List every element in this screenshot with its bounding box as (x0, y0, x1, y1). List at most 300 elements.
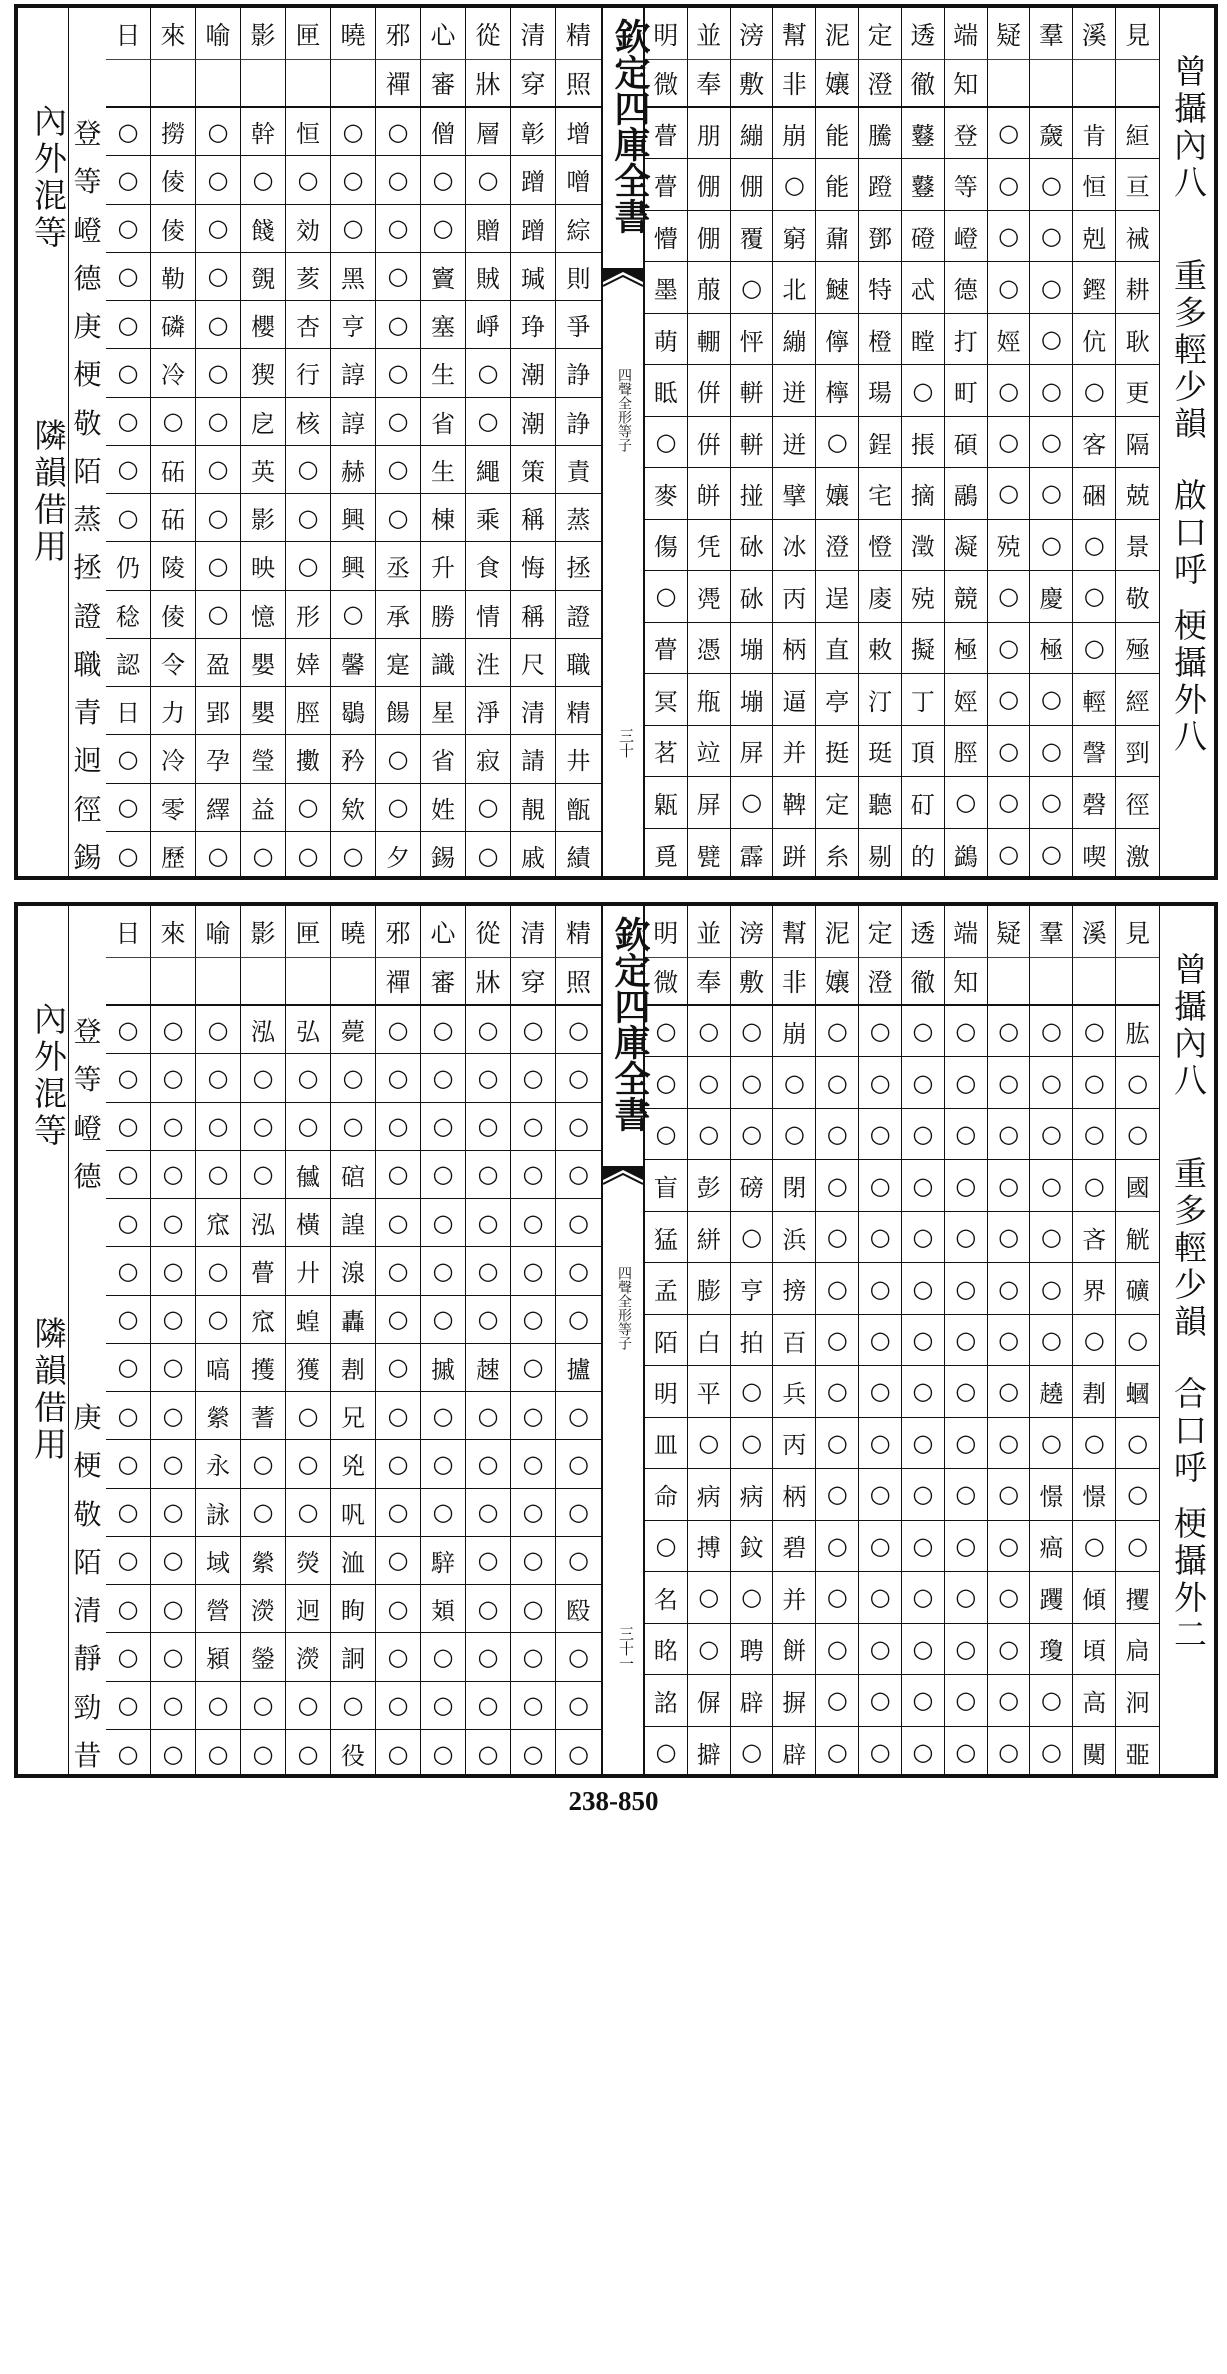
initial-subheader (151, 60, 196, 108)
table-cell: 綜 (556, 205, 601, 253)
table-cell: ○ (731, 1057, 774, 1108)
table-cell: 矴 (902, 777, 945, 828)
table-cell: 濙 (286, 1633, 331, 1681)
table-cell: 極 (1030, 623, 1073, 674)
table-cell: ○ (773, 159, 816, 210)
table-cell: ○ (421, 1054, 466, 1102)
table-cell: 傾 (1073, 1572, 1116, 1623)
table-cell: 殹 (556, 1585, 601, 1633)
table-cell: 生 (421, 349, 466, 397)
table-cell: 鋥 (859, 417, 902, 468)
left-table (106, 906, 601, 1778)
initial-header: 泥 (816, 906, 859, 958)
side-rime-cell: 梗 (73, 1449, 102, 1483)
initial-header: 日 (106, 906, 151, 958)
table-cell: ○ (106, 1633, 151, 1681)
initial-header: 曉 (331, 8, 376, 60)
table-cell: 餞 (241, 205, 286, 253)
table-cell: 弘 (286, 1006, 331, 1054)
table-cell: 清 (511, 687, 556, 735)
table-cell: 幹 (241, 108, 286, 156)
table-cell: ○ (773, 1057, 816, 1108)
table-cell: 省 (421, 398, 466, 446)
table-cell: ○ (988, 1160, 1031, 1211)
table-cell: ○ (988, 1624, 1031, 1675)
table-cell: ○ (106, 832, 151, 880)
initial-subheader: 奉 (688, 60, 731, 108)
table-cell: 皿 (645, 1418, 688, 1469)
initial-header: 透 (902, 8, 945, 60)
initial-header: 滂 (731, 906, 774, 958)
table-cell: 明 (645, 1366, 688, 1417)
table-cell: 檸 (816, 365, 859, 416)
table-cell: 敕 (859, 623, 902, 674)
table-cell: ○ (988, 468, 1031, 519)
table-cell: ○ (106, 1682, 151, 1730)
side-rime-cell: 靜 (73, 1642, 102, 1676)
table-cell: 扃 (1116, 1624, 1159, 1675)
table-cell: ○ (902, 1469, 945, 1520)
initial-header: 精 (556, 906, 601, 958)
table-cell: ○ (286, 446, 331, 494)
table-cell: ○ (1030, 1263, 1073, 1314)
table-cell: 眳 (645, 1624, 688, 1675)
table-cell: ○ (151, 1006, 196, 1054)
table-cell: 映 (241, 542, 286, 590)
side-rime-cell: 梗 (73, 358, 102, 392)
table-cell: 蹭 (511, 156, 556, 204)
table-cell: 兄 (331, 1392, 376, 1440)
table-cell: ○ (902, 1624, 945, 1675)
table-cell: ○ (286, 1440, 331, 1488)
side-rime-cell: 嶝 (73, 1111, 102, 1145)
initial-subheader: 澄 (859, 60, 902, 108)
table-cell: ○ (376, 1247, 421, 1295)
table-cell: ○ (816, 1469, 859, 1520)
spine-title: 欽定四庫全書 (609, 18, 651, 234)
table-cell: ○ (466, 1682, 511, 1730)
table-cell: 績 (566, 844, 591, 873)
table-cell: ○ (511, 1440, 556, 1488)
table-cell: 靚 (511, 784, 556, 832)
table-cell: 甑 (556, 784, 601, 832)
table-cell: 獲 (286, 1344, 331, 1392)
table-cell: ○ (376, 1151, 421, 1199)
table-cell: 矜 (331, 735, 376, 783)
table-cell: 并 (773, 726, 816, 777)
table-cell: 力 (151, 687, 196, 735)
table-cell: ○ (645, 571, 688, 622)
initial-header: 曉 (331, 906, 376, 958)
table-cell: 碧 (773, 1521, 816, 1572)
table-cell: 㦽 (286, 1151, 331, 1199)
table-cell: ○ (902, 1212, 945, 1263)
table-cell: ○ (1030, 520, 1073, 571)
table-cell: 孕 (196, 735, 241, 783)
left-note-3: 隣韻借用 (29, 1316, 68, 1464)
table-cell: 盈 (196, 639, 241, 687)
side-rime-cell (69, 1199, 106, 1247)
initial-header: 邪 (376, 906, 421, 958)
table-cell: 㕨 (331, 1489, 376, 1537)
table-cell: ○ (731, 1418, 774, 1469)
initial-header: 匣 (286, 8, 331, 60)
table-cell: ○ (466, 1199, 511, 1247)
table-cell: ○ (151, 1151, 196, 1199)
table-cell: ○ (106, 784, 151, 832)
table-cell: 崩 (773, 108, 816, 159)
table-cell: 茗 (645, 726, 688, 777)
table-cell: ○ (1030, 468, 1073, 519)
table-cell: 仍 (106, 542, 151, 590)
table-cell: 怦 (731, 314, 774, 365)
table-cell: 諍 (556, 349, 601, 397)
table-cell: ○ (945, 1160, 988, 1211)
table-cell: ○ (568, 1739, 589, 1768)
table-cell: 勒 (151, 253, 196, 301)
initial-header: 從 (466, 8, 511, 60)
table-cell: 猛 (645, 1212, 688, 1263)
table-cell: 餅 (773, 1624, 816, 1675)
right-note-2: 重多輕少韻 (1169, 258, 1208, 443)
initial-subheader: 牀 (466, 60, 511, 108)
table-cell: 潮 (511, 349, 556, 397)
table-cell: ○ (511, 1296, 556, 1344)
table-cell: 覆 (731, 211, 774, 262)
table-cell: ○ (421, 1247, 466, 1295)
table-cell: 國 (1116, 1160, 1159, 1211)
table-cell: ○ (376, 108, 421, 156)
initial-subheader (196, 958, 241, 1006)
table-cell: 省 (421, 735, 466, 783)
table-cell: ○ (1073, 1521, 1116, 1572)
table-cell: 掽 (731, 468, 774, 519)
table-cell: ○ (1073, 571, 1116, 622)
table-cell: 窊 (196, 1199, 241, 1247)
table-cell: ○ (151, 1633, 196, 1681)
table-cell: ○ (331, 591, 376, 639)
initial-subheader (196, 60, 241, 108)
table-cell: ○ (376, 1296, 421, 1344)
table-cell: ○ (988, 1521, 1031, 1572)
table-cell: ○ (421, 205, 466, 253)
table-cell: 柄 (773, 1469, 816, 1520)
table-cell: ○ (1116, 1521, 1159, 1572)
side-rime-cell: 陌 (73, 454, 102, 488)
table-cell: ○ (902, 1109, 945, 1160)
table-cell: 偋 (688, 1675, 731, 1726)
fishtail-mark-icon (603, 262, 643, 306)
table-cell: ○ (556, 1296, 601, 1344)
table-cell: 潮 (511, 398, 556, 446)
initial-subheader (241, 60, 286, 108)
table-cell: 嬰 (241, 687, 286, 735)
table-cell: ○ (945, 1057, 988, 1108)
table-cell: 蹭 (511, 205, 556, 253)
table-cell: 尺 (511, 639, 556, 687)
table-cell: 稔 (106, 591, 151, 639)
table-cell: 情 (466, 591, 511, 639)
table-cell: 戚 (511, 832, 556, 880)
table-cell: 層 (466, 108, 511, 156)
table-cell: ○ (466, 1585, 511, 1633)
initial-subheader: 照 (556, 958, 601, 1006)
table-cell: 兇 (331, 1440, 376, 1488)
table-cell: 熒 (286, 1537, 331, 1585)
right-note-4: 梗攝外八 (1169, 608, 1208, 756)
table-cell: 憑 (688, 623, 731, 674)
initial-subheader (1116, 60, 1159, 108)
table-cell: ○ (816, 1366, 859, 1417)
initial-header: 溪 (1073, 906, 1116, 958)
table-cell: ○ (988, 1057, 1031, 1108)
table-cell: 勝 (421, 591, 466, 639)
table-cell: 娙 (945, 674, 988, 725)
initial-subheader: 微 (645, 958, 688, 1006)
table-cell: ○ (816, 1624, 859, 1675)
table-cell: ○ (511, 1633, 556, 1681)
table-cell: 甈 (645, 777, 688, 828)
table-cell: ○ (466, 832, 511, 880)
table-cell: 興 (331, 494, 376, 542)
initial-header: 見 (1116, 906, 1159, 958)
table-cell: ○ (421, 1103, 466, 1151)
initial-header: 定 (859, 906, 902, 958)
side-rime-cell: 蒸 (73, 503, 102, 537)
table-cell: 爭 (556, 301, 601, 349)
initial-subheader (988, 60, 1031, 108)
table-cell: ○ (376, 1199, 421, 1247)
table-cell: ○ (945, 1315, 988, 1366)
side-rime-cell: 德 (73, 1159, 102, 1193)
table-cell: ○ (645, 1006, 688, 1057)
table-cell: 糸 (816, 829, 859, 880)
table-cell: 臦 (1125, 1740, 1150, 1769)
table-cell: ○ (196, 301, 241, 349)
table-cell: 歷 (151, 832, 196, 880)
table-cell: 界 (1073, 1263, 1116, 1314)
table-cell: 能 (816, 108, 859, 159)
page-number: 238-850 (568, 1786, 659, 1816)
table-cell: 萌 (645, 314, 688, 365)
table-cell: 諄 (331, 349, 376, 397)
table-cell: 觥 (1116, 1212, 1159, 1263)
initial-header: 喻 (196, 906, 241, 958)
table-cell: 諻 (331, 1199, 376, 1247)
table-cell: ○ (556, 1682, 601, 1730)
table-cell: 更 (1116, 365, 1159, 416)
table-cell: 剨 (331, 1344, 376, 1392)
table-cell: 平 (688, 1366, 731, 1417)
table-cell: 剔 (859, 829, 902, 880)
table-cell: 躩 (1030, 1572, 1073, 1623)
table-cell: 憬 (1073, 1469, 1116, 1520)
table-cell: ○ (1116, 1109, 1159, 1160)
initial-header: 精 (556, 8, 601, 60)
table-cell: ○ (466, 349, 511, 397)
table-cell: 耕 (1116, 262, 1159, 313)
table-cell: ○ (1030, 674, 1073, 725)
table-cell: ○ (106, 1537, 151, 1585)
table-cell: ○ (106, 1006, 151, 1054)
table-cell: ○ (902, 1263, 945, 1314)
table-cell: 域 (196, 1537, 241, 1585)
table-cell: ○ (421, 1489, 466, 1537)
table-cell: ○ (151, 1344, 196, 1392)
initial-subheader: 敷 (731, 60, 774, 108)
table-cell: ○ (945, 1006, 988, 1057)
initial-header: 心 (421, 8, 466, 60)
table-cell: ○ (106, 1054, 151, 1102)
table-cell: 增 (556, 108, 601, 156)
side-blank (69, 906, 106, 1006)
table-cell: ○ (466, 1054, 511, 1102)
table-cell: 瑊 (511, 253, 556, 301)
table-cell: 殑 (902, 571, 945, 622)
table-cell: 繩 (466, 446, 511, 494)
spine (601, 8, 651, 876)
table-cell: ○ (151, 1489, 196, 1537)
table-cell: ○ (945, 1469, 988, 1520)
table-cell: 生 (421, 446, 466, 494)
table-cell: ○ (556, 1440, 601, 1488)
table-cell: 騂 (421, 1537, 466, 1585)
table-cell: ○ (376, 1344, 421, 1392)
table-cell: 冷 (151, 735, 196, 783)
initial-header: 心 (421, 906, 466, 958)
table-cell: ○ (196, 446, 241, 494)
table-cell: 孃 (816, 468, 859, 519)
table-cell: 病 (731, 1469, 774, 1520)
table-cell: 經 (1116, 674, 1159, 725)
table-cell: 乘 (466, 494, 511, 542)
initial-subheader (106, 958, 151, 1006)
table-cell: 孟 (645, 1263, 688, 1314)
table-cell: 寂 (466, 735, 511, 783)
table-cell: ○ (945, 1418, 988, 1469)
table-cell: 諄 (331, 398, 376, 446)
table-cell: ○ (859, 1366, 902, 1417)
table-cell: 責 (556, 446, 601, 494)
table-cell: 倰 (151, 205, 196, 253)
side-rime-cell: 清 (73, 1594, 102, 1628)
table-cell: 益 (241, 784, 286, 832)
table-cell: ○ (466, 1633, 511, 1681)
table-cell: 橙 (859, 314, 902, 365)
side-rime-cell (69, 1296, 106, 1344)
table-cell: 祴 (1116, 211, 1159, 262)
table-cell: 姓 (421, 784, 466, 832)
table-cell: 夕 (376, 832, 421, 880)
table-cell: ○ (859, 1212, 902, 1263)
table-cell: 詺 (645, 1675, 688, 1726)
right-note-1: 曾攝內八 (1169, 952, 1208, 1100)
page-top (14, 4, 1218, 880)
table-cell: 倂 (688, 365, 731, 416)
table-cell: ○ (376, 349, 421, 397)
table-cell: 并 (773, 1572, 816, 1623)
table-cell: 潁 (196, 1633, 241, 1681)
table-cell: 則 (556, 253, 601, 301)
initial-header: 影 (241, 906, 286, 958)
table-cell: ○ (988, 211, 1031, 262)
table-cell: 承 (376, 591, 421, 639)
table-cell: 蝗 (286, 1296, 331, 1344)
table-cell: 窊 (241, 1296, 286, 1344)
table-cell: ○ (151, 1585, 196, 1633)
table-cell: ○ (151, 1296, 196, 1344)
table-cell: 嬰 (241, 639, 286, 687)
table-cell: ○ (859, 1315, 902, 1366)
table-cell: 澄 (816, 520, 859, 571)
table-cell: 濙 (241, 1585, 286, 1633)
table-cell: ○ (196, 205, 241, 253)
table-cell: ○ (988, 1675, 1031, 1726)
table-cell: 攫 (1116, 1572, 1159, 1623)
table-cell: ○ (731, 1006, 774, 1057)
table-cell: 跰 (773, 829, 816, 880)
initial-subheader (1030, 958, 1073, 1006)
initial-subheader (1116, 958, 1159, 1006)
side-rime-cell: 等 (73, 165, 102, 199)
table-cell: ○ (902, 1315, 945, 1366)
initial-subheader: 照 (556, 60, 601, 108)
table-cell: 定 (816, 777, 859, 828)
table-cell: 迸 (773, 365, 816, 416)
table-cell: ○ (196, 253, 241, 301)
table-cell: 膨 (688, 1263, 731, 1314)
table-cell: ○ (376, 446, 421, 494)
table-cell: ○ (945, 777, 988, 828)
table-cell: ○ (731, 262, 774, 313)
table-cell: 耿 (1116, 314, 1159, 365)
table-cell: ○ (196, 156, 241, 204)
table-cell: ○ (945, 1212, 988, 1263)
table-cell: ○ (196, 108, 241, 156)
table-cell: 瞢 (645, 623, 688, 674)
table-cell: ○ (1073, 365, 1116, 416)
fishtail-mark-icon (603, 1160, 643, 1204)
table-cell: ○ (106, 1440, 151, 1488)
table-cell: ○ (1030, 1109, 1073, 1160)
table-cell: 郢 (196, 687, 241, 735)
initial-header: 端 (945, 8, 988, 60)
table-cell: ○ (376, 1633, 421, 1681)
table-cell: ○ (331, 1682, 376, 1730)
table-cell: 礦 (1116, 1263, 1159, 1314)
table-cell: ○ (286, 494, 331, 542)
right-table (645, 8, 1160, 880)
table-cell: ○ (376, 1392, 421, 1440)
table-cell: 肯 (1073, 108, 1116, 159)
table-cell: 北 (773, 262, 816, 313)
table-cell: 剨 (1073, 1366, 1116, 1417)
table-cell: 鄧 (859, 211, 902, 262)
initial-header: 羣 (1030, 906, 1073, 958)
table-cell: 絣 (688, 1212, 731, 1263)
table-cell: ○ (1073, 1006, 1116, 1057)
table-cell: 泓 (241, 1006, 286, 1054)
table-cell: 核 (286, 398, 331, 446)
initial-subheader: 穿 (511, 60, 556, 108)
initial-subheader: 敷 (731, 958, 774, 1006)
table-cell: 鈫 (731, 1521, 774, 1572)
side-rime-cell: 登 (73, 1015, 102, 1049)
table-cell: ○ (466, 1392, 511, 1440)
table-cell: ○ (645, 417, 688, 468)
table-cell: ○ (1030, 1160, 1073, 1211)
table-cell: 營 (196, 1585, 241, 1633)
